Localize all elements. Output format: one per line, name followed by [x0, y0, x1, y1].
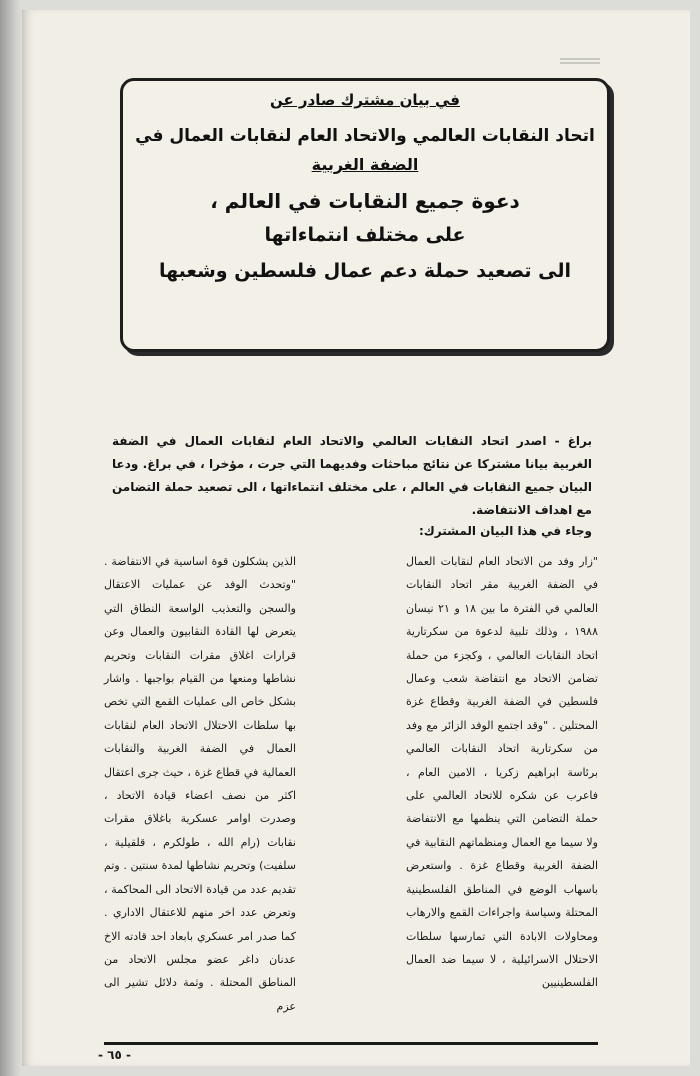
headline-line-4: دعوة جميع النقابات في العالم ، — [210, 189, 520, 213]
headline-box — [120, 78, 610, 352]
intro-paragraph: براغ - اصدر اتحاد النقابات العالمي والاتحاد العام لنقابات العمال في الضفة الغربية بيانا مشتركا عن نتائج مباحثات وفديهما التي جرت ، مؤخرا ، في براغ. ودعا البيان جميع النقابات في العالم ، على مختلف انتماءاتها ، الى تصعيد حملة التضامن مع اهداف الانتفاضة. — [112, 434, 592, 517]
statement-subheading: وجاء في هذا البيان المشترك: — [418, 524, 592, 538]
headline-line-5: على مختلف انتماءاتها — [264, 224, 466, 246]
headline-line-1: في بيان مشترك صادر عن — [269, 91, 461, 109]
book-spine — [0, 0, 22, 1076]
faint-header-mark — [560, 56, 600, 66]
bottom-rule — [104, 1042, 598, 1045]
headline-line-6: الى تصعيد حملة دعم عمال فلسطين وشعبها — [158, 259, 572, 282]
page-number: - ٦٥ - — [98, 1048, 131, 1062]
body-column-right: "زار وفد من الاتحاد العام لنقابات العمال في الضفة الغربية مقر اتحاد النقابات العالمي في الفترة ما بين ١٨ و ٢١ نيسان ١٩٨٨ ، وذلك تلبية لدعوة من سكرتارية اتحاد النقابات العالمي ، وكجزء من حملة تضامن الاتحاد مع انتفاضة شعب وعمال فلسطين في الضفة الغربية وقطاع غزة المحتلين . "وقد اجتمع الوفد الزائر مع وفد من سكرتارية اتحاد النقابات العالمي برئاسة ابراهيم زكريا ، الامين العام ، فاعرب عن شكره للاتحاد العالمي على حملة التضامن التي ينظمها مع الانتفاضة ولا سيما مع العمال ومنظماتهم النقابية في الضفة الغربية وقطاع غزة . واستعرض باسهاب الوضع في المناطق الفلسطينية المحتلة وسياسة واجراءات القمع والارهاب ومحاولات الابادة التي تمارسها سلطات الاحتلال الاسرائيلية ، لا سيما ضد العمال الفلسطينيين — [406, 555, 599, 990]
headline-line-3: الضفة الغربية — [311, 155, 419, 174]
headline-line-2: اتحاد النقابات العالمي والاتحاد العام لنقابات العمال في — [135, 125, 595, 146]
body-column-left: الذين يشكلون قوة اساسية في الانتفاضة . "وتحدث الوفد عن عمليات الاعتقال والسجن والتعذيب الواسعة النطاق التي يتعرض لها القادة النقابيون والعمال وعن قرارات اغلاق مقرات النقابات وتحريم نشاطها ومنعها من القيام بواجبها . واشار بشكل خاص الى عمليات القمع التي تخص بها سلطات الاحتلال الاتحاد العام لنقابات العمال في الضفة الغربية والنقابات العمالية في قطاع غزة ، حيث جرى اعتقال اكثر من نصف اعضاء قيادة الاتحاد ، وصدرت اوامر عسكرية باغلاق مقرات نقابات (رام الله ، طولكرم ، قلقيلية ، سلفيت) وتحريم نشاطها لمدة سنتين . وتم تقديم عدد من قيادة الاتحاد الى المحاكمة ، وتعرض عدد اخر منهم للاعتقال الاداري . كما صدر امر عسكري بابعاد احد قادته الاخ عدنان داغر عضو مجلس الاتحاد من المناطق المحتلة . وثمة دلائل تشير الى عزم — [104, 555, 296, 1013]
